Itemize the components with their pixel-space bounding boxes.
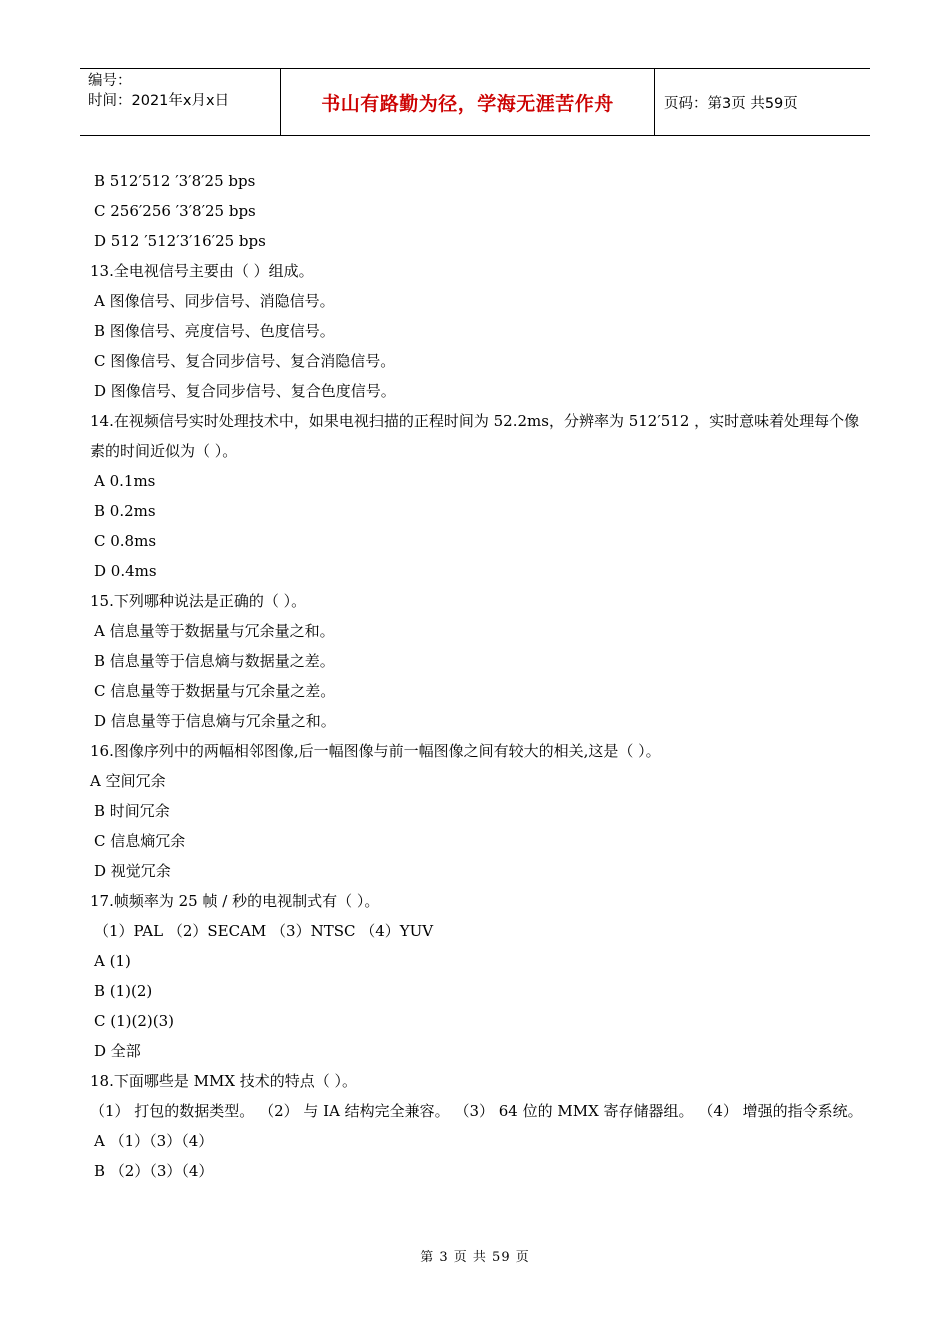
text-line: D 图像信号、复合同步信号、复合色度信号。 (94, 382, 396, 400)
text-line: C 图像信号、复合同步信号、复合消隐信号。 (94, 352, 396, 370)
text-line: A 空间冗余 (90, 772, 166, 790)
text-line: D 视觉冗余 (94, 862, 171, 880)
text-line: B (1)(2) (94, 982, 153, 1000)
text-line: （1）PAL （2）SECAM （3）NTSC （4）YUV (94, 922, 434, 940)
text-line: 14.在视频信号实时处理技术中，如果电视扫描的正程时间为 52.2ms，分辨率为 512′512 ，实时意味着处理每个像素的时间近似为（ ）。 (90, 412, 860, 460)
text-line: 18.下面哪些是 MMX 技术的特点（ ）。 (90, 1072, 358, 1090)
text-line: B 时间冗余 (94, 802, 170, 820)
page-header (80, 68, 870, 136)
text-line: B 图像信号、亮度信号、色度信号。 (94, 322, 335, 340)
text-line: A 信息量等于数据量与冗余量之和。 (94, 622, 335, 640)
text-line: A 0.1ms (94, 472, 156, 490)
text-line: 16.图像序列中的两幅相邻图像,后一幅图像与前一幅图像之间有较大的相关,这是（ ）。 (90, 742, 661, 760)
text-line: A (1) (94, 952, 131, 970)
text-line: B 0.2ms (94, 502, 156, 520)
text-line: D 512 ′512′3′16′25 bps (94, 232, 266, 250)
document-date-label: 时间：2021年x月x日 (88, 93, 230, 109)
text-line: A 图像信号、同步信号、消隐信号。 (94, 292, 335, 310)
text-line: 13.全电视信号主要由（ ）组成。 (90, 262, 314, 280)
header-page-info: 页码：第3页 共59页 (664, 95, 798, 112)
text-line: B （2）（3）（4） (94, 1162, 214, 1180)
text-line: D 全部 (94, 1042, 141, 1060)
header-meta (80, 69, 281, 135)
text-line: A （1）（3）（4） (94, 1132, 214, 1150)
text-line: B 信息量等于信息熵与数据量之差。 (94, 652, 335, 670)
page-footer: 第 3 页 共 59 页 (420, 1250, 530, 1265)
text-line: C 0.8ms (94, 532, 157, 550)
text-line: D 信息量等于信息熵与冗余量之和。 (94, 712, 336, 730)
text-line: 17.帧频率为 25 帧 / 秒的电视制式有（ ）。 (90, 892, 380, 910)
text-line: C 256′256 ′3′8′25 bps (94, 202, 256, 220)
text-line: （1） 打包的数据类型。 （2） 与 IA 结构完全兼容。 （3） 64 位的 MMX 寄存储器组。 （4） 增强的指令系统。 (90, 1102, 863, 1120)
text-line: C (1)(2)(3) (94, 1012, 174, 1030)
text-line: B 512′512 ′3′8′25 bps (94, 172, 256, 190)
header-motto: 书山有路勤为径，学海无涯苦作舟 (281, 69, 655, 135)
text-line: 15.下列哪种说法是正确的（ ）。 (90, 592, 307, 610)
document-body (90, 166, 870, 1186)
text-line: C 信息量等于数据量与冗余量之差。 (94, 682, 336, 700)
text-line: C 信息熵冗余 (94, 832, 186, 850)
document-code-label: 编号： (88, 73, 132, 89)
text-line: D 0.4ms (94, 562, 157, 580)
